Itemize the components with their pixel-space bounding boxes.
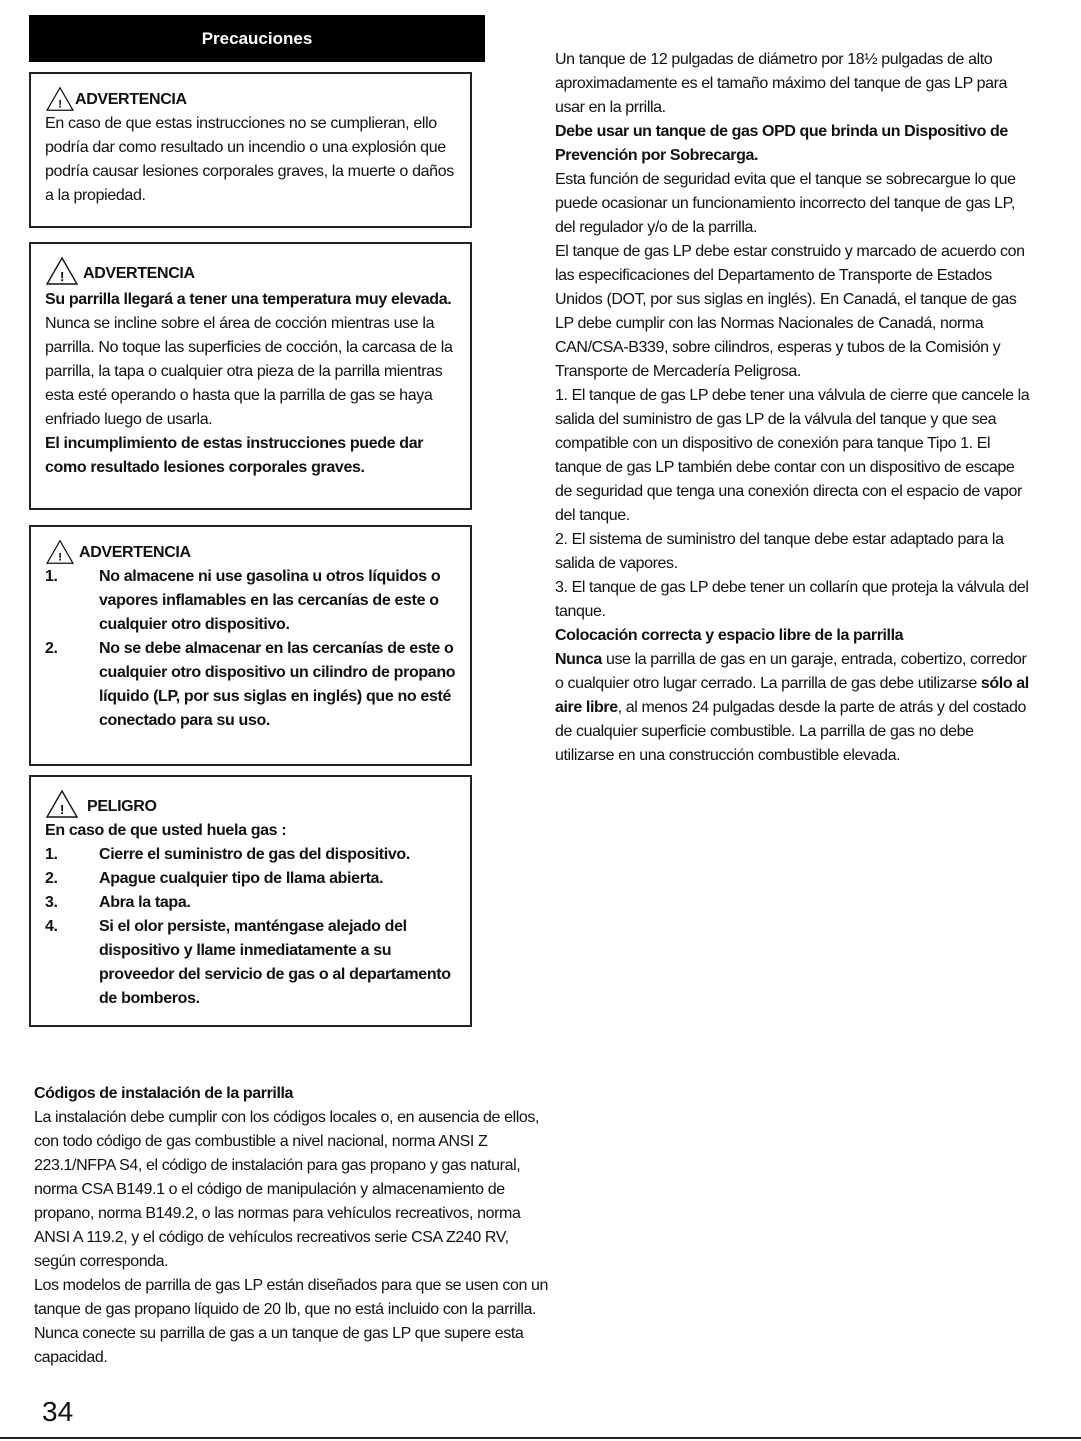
warning-closing: El incumplimiento de estas instrucciones puede dar como resultado lesiones corporales graves.: [45, 435, 424, 476]
list-item-text: No se debe almacenar en las cercanías de este o cualquier otro dispositivo un cilindro de propano líquido (LP, por sus siglas en inglés) que no esté conectado para su uso.: [99, 640, 456, 729]
safety-feature-paragraph: Esta función de seguridad evita que el tanque se sobrecargue lo que puede ocasionar un funcionamiento incorrecto del tanque de gas LP, del regulador y/o de la parrilla.: [555, 171, 1016, 236]
svg-text:!: !: [58, 551, 62, 564]
bottom-divider: [0, 1437, 1081, 1439]
warning-box-fire: [29, 72, 472, 228]
svg-text:!: !: [60, 802, 64, 817]
list-item-number: 3.: [45, 894, 58, 911]
warning-lead-bold: Su parrilla llegará a tener una temperatura muy elevada.: [45, 291, 452, 308]
section-heading-codes: Códigos de instalación de la parrilla: [34, 1085, 294, 1102]
danger-label: PELIGRO: [87, 798, 157, 815]
list-item-text: No almacene ni use gasolina u otros líquidos o vapores inflamables en las cercanías de este o cualquier otro dispositivo.: [99, 568, 441, 633]
warning-triangle-icon: [45, 789, 79, 819]
warning-text: En caso de que estas instrucciones no se cumplieran, ello podría dar como resultado un incendio o una explosión que podría causar lesiones corporales graves, la muerte o daños a la propiedad.: [45, 115, 454, 204]
list-item: [45, 867, 456, 891]
section-header: [29, 15, 485, 62]
list-item-text: Cierre el suministro de gas del dispositivo.: [99, 846, 410, 863]
placement-text-b: , al menos 24 pulgadas desde la parte de atrás y del costado de cualquier superficie combustible. La parrilla de gas no debe utilizarse en una construcción combustible elevada.: [555, 699, 1027, 764]
placement-text-a: use la parrilla de gas en un garaje, entrada, cobertizo, corredor o cualquier otro lugar cerrado. La parrilla de gas debe utilizarse: [555, 651, 1027, 692]
list-item-text: Apague cualquier tipo de llama abierta.: [99, 870, 384, 887]
warning-box-title: [45, 86, 456, 112]
warning-box-hot-grill: [29, 242, 472, 510]
warning-label: ADVERTENCIA: [75, 91, 187, 108]
list-item: [45, 843, 456, 867]
warning-text: [45, 288, 456, 432]
list-item-number: 4.: [45, 918, 58, 935]
danger-box-gas-smell: [29, 775, 472, 1027]
tank-capacity-paragraph: Los modelos de parrilla de gas LP están diseñados para que se usen con un tanque de gas propano líquido de 20 lb, que no está incluido con la parrilla. Nunca conecte su parrilla de gas a un tanque de gas LP que supere esta capacidad.: [34, 1277, 548, 1366]
right-column: [555, 48, 1035, 768]
opd-requirement: Debe usar un tanque de gas OPD que brinda un Dispositivo de Prevención por Sobrecarga.: [555, 123, 1008, 164]
warning-triangle-icon: [45, 256, 79, 286]
list-item: [45, 915, 456, 1011]
requirement-1: 1. El tanque de gas LP debe tener una válvula de cierre que cancele la salida del suministro de gas LP de la válvula del tanque y que sea compatible con un dispositivo de conexión para tanque Tipo 1. El tanque de gas LP también debe contar con un dispositivo de escape de seguridad que tenga una conexión directa con el espacio de vapor del tanque.: [555, 387, 1030, 524]
placement-paragraph: [555, 648, 1035, 768]
warning-box-flammables: [29, 525, 472, 766]
installation-codes-section: [34, 1082, 554, 1370]
requirement-3: 3. El tanque de gas LP debe tener un collarín que proteja la válvula del tanque.: [555, 579, 1029, 620]
list-item-number: 1.: [45, 568, 58, 585]
svg-text:!: !: [60, 269, 64, 284]
section-heading-placement: Colocación correcta y espacio libre de la parrilla: [555, 627, 904, 644]
page-number: 34: [42, 1396, 74, 1427]
danger-intro: En caso de que usted huela gas :: [45, 822, 287, 839]
placement-bold-outdoors: sólo al aire libre: [555, 675, 1029, 716]
warning-box-title: [45, 539, 456, 565]
warning-label: ADVERTENCIA: [83, 265, 195, 282]
requirement-2: 2. El sistema de suministro del tanque debe estar adaptado para la salida de vapores.: [555, 531, 1004, 572]
warning-body: Nunca se incline sobre el área de cocción mientras use la parrilla. No toque las superficies de cocción, la carcasa de la parrilla, la tapa o cualquier otra pieza de la parrilla mientras esta esté operando o hasta que la parrilla de gas se haya enfriado luego de usarla.: [45, 315, 453, 428]
dot-specs-paragraph: El tanque de gas LP debe estar construido y marcado de acuerdo con las especificaciones del Departamento de Transporte de Estados Unidos (DOT, por sus siglas en inglés). En Canadá, el tanque de gas LP debe cumplir con las Normas Nacionales de Canadá, norma CAN/CSA-B339, sobre cilindros, esperas y tubos de la Comisión y Transporte de Mercadería Peligrosa.: [555, 243, 1025, 380]
list-item: [45, 891, 456, 915]
list-item: [45, 637, 456, 733]
warning-triangle-icon: [45, 86, 75, 112]
section-title: Precauciones: [201, 28, 313, 48]
codes-paragraph: La instalación debe cumplir con los códigos locales o, en ausencia de ellos, con todo código de gas combustible a nivel nacional, norma ANSI Z 223.1/NFPA S4, el código de instalación para gas propano y gas natural, norma CSA B149.1 o el código de manipulación y almacenamiento de propano, norma B149.2, o las normas para vehículos recreativos, norma ANSI A 119.2, y el código de vehículos recreativos serie CSA Z240 RV, según corresponda.: [34, 1109, 540, 1270]
list-item-text: Si el olor persiste, manténgase alejado del dispositivo y llame inmediatamente a su proveedor del servicio de gas o al departamento de bomberos.: [99, 918, 451, 1007]
list-item-text: Abra la tapa.: [99, 894, 191, 911]
danger-list: [45, 843, 456, 1011]
list-item-number: 2.: [45, 640, 58, 657]
warning-label: ADVERTENCIA: [79, 544, 191, 561]
list-item-number: 1.: [45, 846, 58, 863]
warning-box-title: [45, 256, 456, 286]
svg-text:!: !: [58, 98, 62, 111]
danger-box-title: [45, 789, 456, 819]
warning-list: [45, 565, 456, 733]
list-item-number: 2.: [45, 870, 58, 887]
placement-bold-never: Nunca: [555, 651, 602, 668]
warning-triangle-icon: [45, 539, 75, 565]
list-item: [45, 565, 456, 637]
tank-size-paragraph: Un tanque de 12 pulgadas de diámetro por 18½ pulgadas de alto aproximadamente es el tamaño máximo del tanque de gas LP para usar en la prrilla.: [555, 51, 1008, 116]
